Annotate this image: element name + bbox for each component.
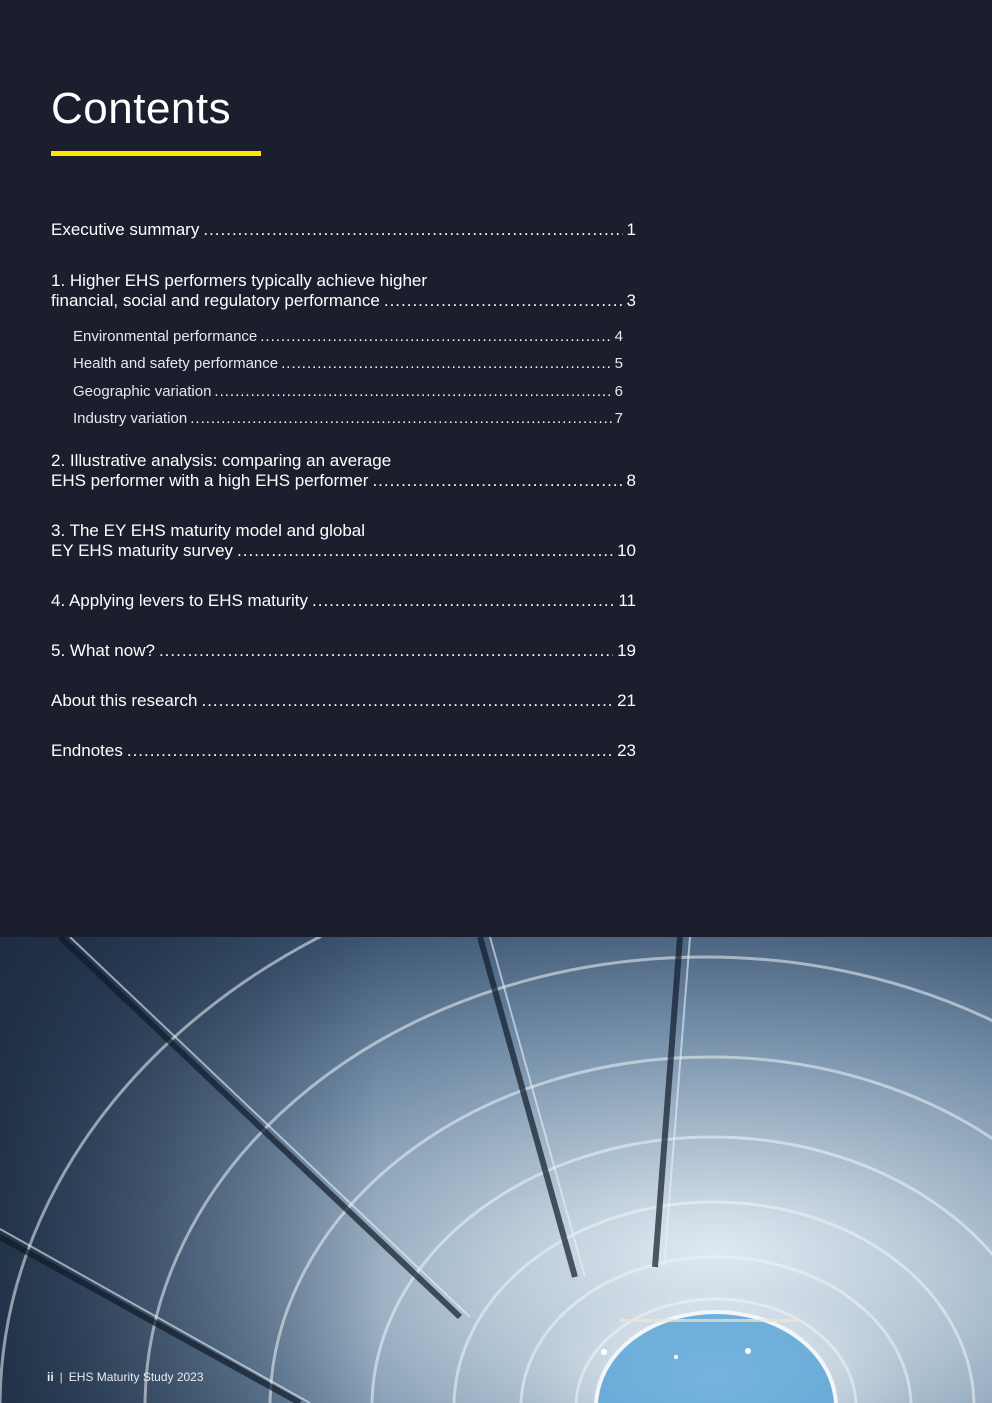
toc-subentry-title: Geographic variation	[73, 383, 212, 400]
toc-page-number: 23	[617, 741, 636, 760]
toc-leader-dots	[312, 591, 614, 611]
toc-entry-title-line2: EY EHS maturity survey	[51, 541, 234, 560]
toc-entry-title-line2: EHS performer with a high EHS performer	[51, 471, 369, 490]
toc-subentry-health-safety[interactable]	[73, 355, 623, 373]
toc-subentry-title: Environmental performance	[73, 328, 258, 345]
toc-leader-dots	[190, 410, 611, 428]
toc-page-number: 3	[626, 291, 636, 310]
toc-subentry-title: Industry variation	[73, 410, 188, 427]
toc-leader-dots	[159, 641, 613, 661]
toc-entry-title-line1: 1. Higher EHS performers typically achieve higher	[51, 271, 428, 290]
tunnel-photo	[0, 937, 992, 1403]
toc-subentry-environmental[interactable]	[73, 328, 623, 346]
toc-entry-section-5[interactable]	[51, 641, 636, 661]
toc-entry-title: Executive summary	[51, 220, 200, 239]
toc-entry-executive-summary[interactable]	[51, 220, 636, 240]
title-accent-rule	[51, 151, 261, 156]
toc-leader-dots	[384, 291, 623, 311]
toc-subentry-title: Health and safety performance	[73, 355, 279, 372]
toc-leader-dots	[127, 741, 613, 761]
toc-entry-title-line1: 3. The EY EHS maturity model and global	[51, 521, 366, 540]
toc-page-number: 10	[617, 541, 636, 560]
toc-page-number: 11	[618, 591, 636, 610]
toc-page-number: 4	[614, 328, 623, 345]
toc-subentry-geographic[interactable]	[73, 383, 623, 401]
toc-entry-title: 4. Applying levers to EHS maturity	[51, 591, 309, 610]
toc-entry-section-2[interactable]	[51, 451, 636, 491]
toc-entry-title-line2: financial, social and regulatory performance	[51, 291, 380, 310]
toc-entry-title-line1: 2. Illustrative analysis: comparing an average	[51, 451, 392, 470]
page-title: Contents	[51, 84, 232, 133]
footer-separator: |	[59, 1370, 63, 1384]
toc-entry-section-1[interactable]	[51, 271, 636, 311]
footer-page-number: ii	[47, 1370, 54, 1384]
toc-page-number: 8	[626, 471, 636, 490]
toc-leader-dots	[372, 471, 622, 491]
toc-page-number: 21	[617, 691, 636, 710]
toc-page-number: 1	[626, 220, 636, 239]
toc-entry-section-4[interactable]	[51, 591, 636, 611]
toc-leader-dots	[203, 220, 622, 240]
toc-page-number: 5	[614, 355, 623, 372]
page-footer	[47, 1370, 204, 1384]
toc-entry-endnotes[interactable]	[51, 741, 636, 761]
toc-page-number: 19	[617, 641, 636, 660]
toc-entry-title: 5. What now?	[51, 641, 155, 660]
toc-leader-dots	[260, 328, 611, 346]
toc-subentry-industry[interactable]	[73, 410, 623, 428]
toc-leader-dots	[214, 383, 611, 401]
footer-document-title: EHS Maturity Study 2023	[68, 1370, 204, 1384]
toc-leader-dots	[281, 355, 612, 373]
toc-leader-dots	[201, 691, 613, 711]
toc-entry-title: About this research	[51, 691, 198, 710]
tunnel-illustration	[0, 937, 992, 1403]
toc-entry-title: Endnotes	[51, 741, 123, 760]
toc-page-number: 6	[614, 383, 623, 400]
toc-entry-about-research[interactable]	[51, 691, 636, 711]
toc-entry-section-3[interactable]	[51, 521, 636, 561]
toc-page-number: 7	[614, 410, 623, 427]
toc-leader-dots	[237, 541, 613, 561]
